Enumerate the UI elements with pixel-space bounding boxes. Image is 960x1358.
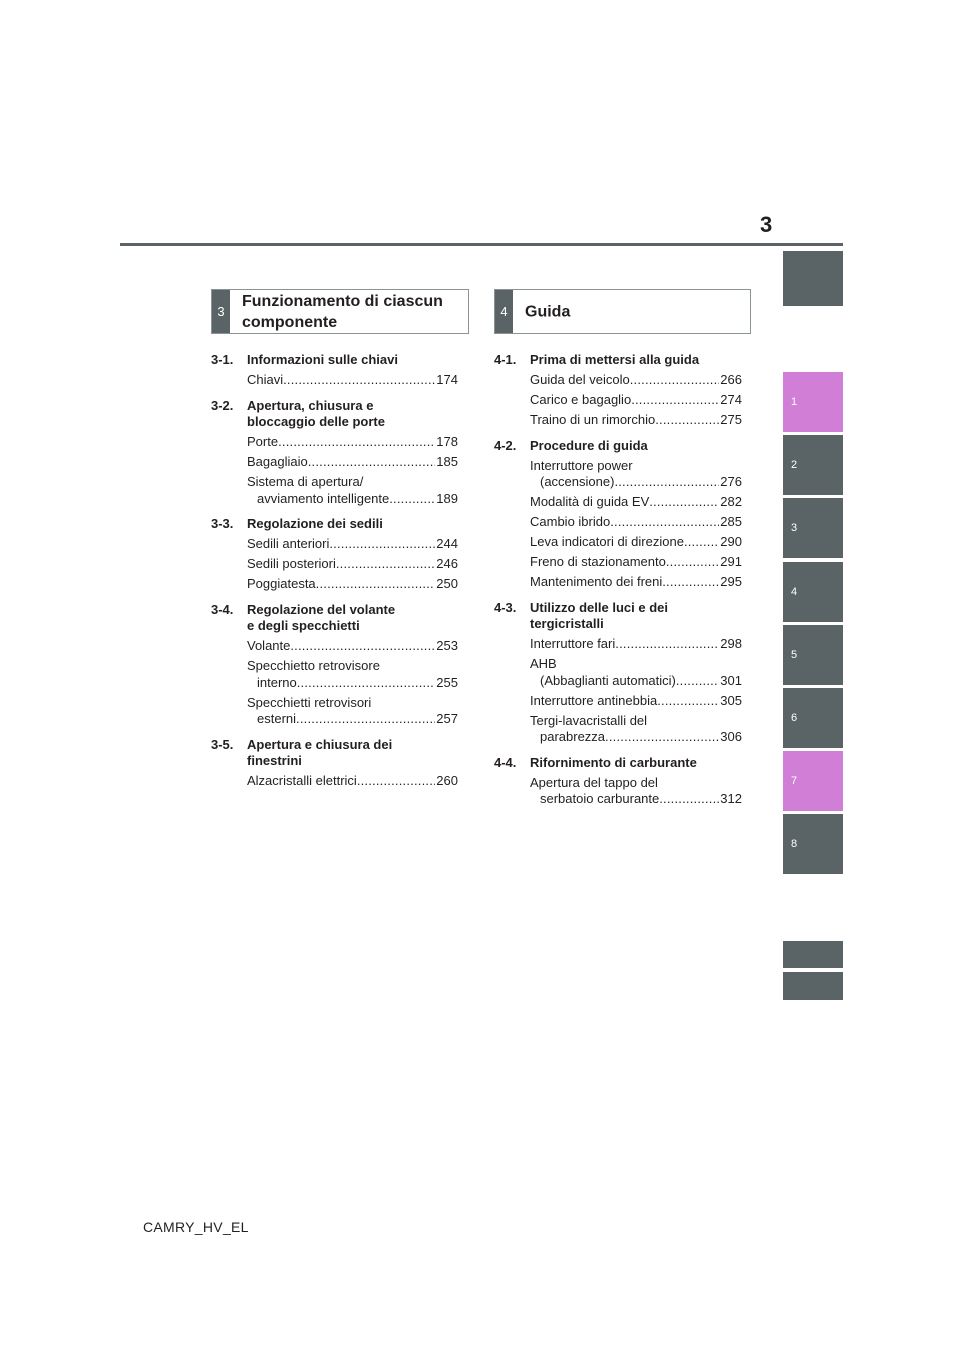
toc-entry-text: Apertura del tappo del <box>530 774 658 790</box>
toc-page-number: 306 <box>720 729 742 744</box>
toc-entry-text: Mantenimento dei freni <box>530 574 663 589</box>
toc-page-number: 305 <box>720 692 742 708</box>
toc-entry-text: Leva indicatori di direzione <box>530 534 684 549</box>
dot-leader <box>336 556 435 573</box>
subsection-code: 3-5. <box>211 736 234 752</box>
toc-entry[interactable] <box>211 638 458 655</box>
toc-entry-text: Freno di stazionamento <box>530 554 666 569</box>
dot-leader <box>630 372 720 389</box>
toc-entry[interactable] <box>494 554 742 571</box>
chapter-tab-6[interactable] <box>783 688 843 748</box>
dot-leader <box>316 576 436 593</box>
toc-entry[interactable] <box>211 695 458 728</box>
chapter-tab-label: 3 <box>791 522 798 534</box>
toc-entry-text: Interruttore antinebbia <box>530 692 658 708</box>
toc-page-number: 275 <box>720 412 742 427</box>
toc-page-number: 174 <box>436 372 458 387</box>
toc-subsection-heading[interactable] <box>494 438 742 455</box>
toc-page-number: 178 <box>436 434 458 449</box>
section-number: 3 <box>212 290 230 333</box>
dot-leader <box>605 729 719 746</box>
toc-entry-text: Sistema di apertura/ <box>247 474 364 489</box>
chapter-tab-label: 4 <box>791 586 798 598</box>
subsection-code: 3-4. <box>211 601 234 617</box>
header-rule <box>120 243 843 246</box>
chapter-tab-3[interactable] <box>783 498 843 558</box>
chapter-tab-5[interactable] <box>783 625 843 685</box>
chapter-tab-label: 1 <box>791 396 798 408</box>
toc-entry[interactable] <box>494 534 742 551</box>
toc-list-4 <box>494 352 742 808</box>
toc-entry[interactable] <box>494 636 742 653</box>
subsection-title: Apertura e chiusura dei finestrini <box>247 736 393 768</box>
toc-page-number: 260 <box>436 773 458 788</box>
toc-entry-text: Porte <box>247 434 279 449</box>
dot-leader <box>649 494 719 511</box>
dot-leader <box>676 673 719 690</box>
toc-page-number: 274 <box>720 392 742 407</box>
subsection-code: 4-2. <box>494 437 517 453</box>
dot-leader <box>666 554 719 571</box>
dot-leader <box>655 412 719 429</box>
toc-entry[interactable] <box>211 773 458 790</box>
toc-subsection-heading[interactable] <box>211 737 458 770</box>
toc-entry-text: (Abbaglianti automatici) <box>540 672 676 688</box>
toc-page-number: 312 <box>720 791 742 806</box>
toc-entry-text: AHB <box>530 656 557 671</box>
subsection-code: 4-3. <box>494 599 517 615</box>
toc-subsection-heading[interactable] <box>494 755 742 772</box>
toc-entry-text: parabrezza <box>540 729 606 744</box>
toc-page-number: 291 <box>720 554 742 569</box>
toc-entry-text: Guida del veicolo <box>530 372 630 387</box>
toc-subsection-heading[interactable] <box>211 352 458 369</box>
toc-subsection-heading[interactable] <box>211 602 458 635</box>
toc-entry-text: Sedili posteriori <box>247 556 336 571</box>
toc-entry-text: Specchietti retrovisori <box>247 694 372 710</box>
subsection-title: Prima di mettersi alla guida <box>530 352 700 367</box>
toc-subsection-heading[interactable] <box>211 516 458 533</box>
chapter-tab-label: 2 <box>791 459 798 471</box>
toc-entry-text: (accensione) <box>540 474 615 489</box>
toc-entry-text: Poggiatesta <box>247 576 316 591</box>
toc-entry[interactable] <box>494 458 742 491</box>
toc-entry[interactable] <box>494 514 742 531</box>
dot-leader <box>659 791 719 808</box>
toc-entry[interactable] <box>494 412 742 429</box>
chapter-tab-4[interactable] <box>783 562 843 622</box>
dot-leader <box>615 636 719 653</box>
footer-model-code: CAMRY_HV_EL <box>143 1219 249 1235</box>
toc-page-number: 276 <box>720 474 742 489</box>
subsection-code: 4-1. <box>494 352 517 367</box>
dot-leader <box>296 711 435 728</box>
toc-entry[interactable] <box>211 576 458 593</box>
toc-page-number: 266 <box>720 372 742 387</box>
chapter-tab-label: 7 <box>791 775 798 787</box>
toc-entry[interactable] <box>211 536 458 553</box>
dot-leader <box>283 372 435 389</box>
toc-entry-text: Traino di un rimorchio <box>530 412 656 427</box>
toc-subsection-heading[interactable] <box>494 600 742 633</box>
chapter-tab-2[interactable] <box>783 435 843 495</box>
toc-entry-text: Volante <box>247 638 291 653</box>
subsection-code: 3-1. <box>211 352 234 367</box>
section-title: Guida <box>525 303 571 320</box>
toc-entry[interactable] <box>494 372 742 389</box>
dot-leader <box>357 773 435 790</box>
chapter-tab-8[interactable] <box>783 814 843 874</box>
dot-leader <box>657 693 719 710</box>
chapter-tab-label: 8 <box>791 838 798 850</box>
subsection-code: 3-2. <box>211 397 234 413</box>
dot-leader <box>278 434 435 451</box>
toc-list-3 <box>211 352 458 790</box>
toc-entry-text: Sedili anteriori <box>247 536 330 551</box>
toc-entry-text: Chiavi <box>247 372 284 387</box>
subsection-code: 4-4. <box>494 754 517 770</box>
subsection-title: Rifornimento di carburante <box>530 754 697 770</box>
dot-leader <box>297 675 436 692</box>
toc-page-number: 246 <box>436 556 458 571</box>
dot-leader <box>684 534 719 551</box>
toc-entry-text: Specchietto retrovisore <box>247 658 380 673</box>
section-title: Funzionamento di ciascun componente <box>242 292 443 331</box>
toc-entry[interactable] <box>211 474 458 507</box>
toc-entry-text: interno <box>257 674 297 690</box>
toc-page-number: 290 <box>720 534 742 549</box>
section-header-4[interactable] <box>494 289 751 334</box>
toc-page-number: 255 <box>436 674 458 690</box>
section-number: 4 <box>495 290 513 333</box>
toc-entry[interactable] <box>494 494 742 511</box>
toc-entry-text: avviamento intelligente <box>257 490 390 506</box>
toc-entry-text: Tergi-lavacristalli del <box>530 712 648 728</box>
toc-page-number: 185 <box>436 454 458 469</box>
toc-page-number: 257 <box>436 711 458 726</box>
toc-page-number: 282 <box>720 494 742 509</box>
toc-entry-text: Bagagliaio <box>247 454 308 469</box>
toc-entry-text: Interruttore power <box>530 457 633 473</box>
toc-entry[interactable] <box>211 454 458 471</box>
toc-entry[interactable] <box>494 713 742 746</box>
toc-page-number: 244 <box>436 536 458 551</box>
chapter-tab-blank[interactable] <box>783 251 843 306</box>
dot-leader <box>614 474 719 491</box>
dot-leader <box>631 392 719 409</box>
subsection-title: Procedure di guida <box>530 437 648 453</box>
section-header-3[interactable] <box>211 289 469 334</box>
chapter-tab-1[interactable] <box>783 372 843 432</box>
toc-entry[interactable] <box>211 434 458 451</box>
subsection-title: Regolazione dei sedili <box>247 516 383 531</box>
toc-entry[interactable] <box>494 656 742 689</box>
dot-leader <box>389 491 435 508</box>
dot-leader <box>662 574 719 591</box>
toc-page-number: 189 <box>436 490 458 506</box>
toc-entry[interactable] <box>211 556 458 573</box>
toc-entry-text: Alzacristalli elettrici <box>247 773 357 788</box>
chapter-tab-label: 6 <box>791 712 798 724</box>
toc-entry-text: esterni <box>257 711 297 726</box>
toc-page-number: 295 <box>720 574 742 589</box>
toc-entry[interactable] <box>211 658 458 691</box>
subsection-title: Utilizzo delle luci e dei tergicristalli <box>530 599 668 631</box>
page-number: 3 <box>760 212 773 237</box>
toc-page-number: 301 <box>720 672 742 688</box>
toc-entry-text: Modalità di guida EV <box>530 494 650 509</box>
chapter-tab-blank[interactable] <box>783 972 843 1000</box>
toc-page-number: 253 <box>436 638 458 653</box>
subsection-title: Informazioni sulle chiavi <box>247 352 398 367</box>
toc-entry[interactable] <box>494 392 742 409</box>
toc-page-number: 250 <box>436 576 458 591</box>
dot-leader <box>329 536 435 553</box>
chapter-tab-7[interactable] <box>783 751 843 811</box>
toc-page-number: 298 <box>720 636 742 651</box>
dot-leader <box>308 454 436 471</box>
toc-entry[interactable] <box>494 775 742 808</box>
toc-entry-text: Carico e bagaglio <box>530 392 632 407</box>
subsection-title: Regolazione del volante e degli specchietti <box>247 601 396 633</box>
toc-entry-text: serbatoio carburante <box>540 791 660 806</box>
toc-entry[interactable] <box>211 372 458 389</box>
toc-entry[interactable] <box>494 574 742 591</box>
toc-entry-text: Cambio ibrido <box>530 514 611 529</box>
chapter-tab-label: 5 <box>791 649 798 661</box>
dot-leader <box>610 514 719 531</box>
subsection-title: Apertura, chiusura e bloccaggio delle porte <box>247 397 385 429</box>
chapter-tab-blank[interactable] <box>783 941 843 968</box>
toc-entry[interactable] <box>494 693 742 710</box>
toc-page-number: 285 <box>720 514 742 529</box>
dot-leader <box>290 638 435 655</box>
toc-subsection-heading[interactable] <box>211 398 458 431</box>
toc-subsection-heading[interactable] <box>494 352 742 369</box>
subsection-code: 3-3. <box>211 516 234 531</box>
toc-entry-text: Interruttore fari <box>530 636 616 651</box>
